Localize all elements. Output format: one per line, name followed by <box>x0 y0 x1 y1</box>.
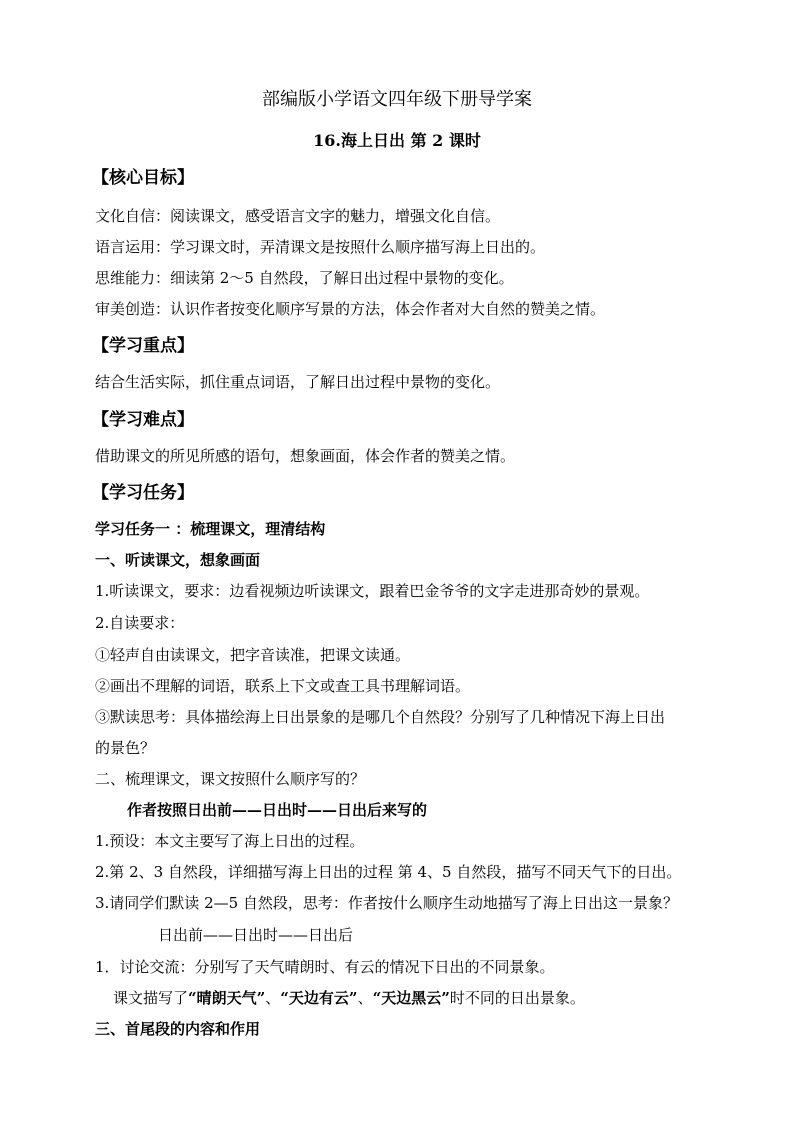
difficulties-heading: 【学习难点】 <box>92 410 194 430</box>
discussion-item: 1．讨论交流：分别写了天气晴朗时、有云的情况下日出的不同景象。 <box>95 958 555 976</box>
scenery-separator-2: 、 <box>357 989 373 1007</box>
preset-1: 1.预设：本文主要写了海上日出的过程。 <box>95 832 365 850</box>
listen-read-item: 1.听读课文，要求：边看视频边听读课文，跟着巴金爷爷的文字走进那奇妙的景观。 <box>95 582 650 600</box>
preset-3: 3.请同学们默读 2—5 自然段，思考：作者按什么顺序生动地描写了海上日出这一景象？ <box>95 894 678 912</box>
lesson-subtitle: 16.海上日出 第 2 课时 <box>313 131 481 150</box>
scenery-suffix: 时不同的日出景象。 <box>449 989 585 1007</box>
cloudy-sky-quote: “天边有云” <box>280 989 358 1007</box>
part3-title: 三、首尾段的内容和作用 <box>95 1020 261 1038</box>
preset-2: 2.第 2、3 自然段，详细描写海上日出的过程 第 4、5 自然段，描写不同天气下的日出。 <box>95 863 682 881</box>
scenery-separator-1: 、 <box>265 989 281 1007</box>
part1-title: 一、听读课文，想象画面 <box>95 551 261 569</box>
self-read-step-3: ③默读思考：具体描绘海上日出景象的是哪几个自然段？分别写了几种情况下海上日出 <box>95 708 666 726</box>
scenery-prefix: 课文描写了 <box>113 989 189 1007</box>
difficulty-text: 借助课文的所见所感的语句，想象画面，体会作者的赞美之情。 <box>95 447 516 465</box>
key-points-heading: 【学习重点】 <box>92 336 194 356</box>
sunny-weather-quote: “晴朗天气” <box>188 989 266 1007</box>
task1-title: 学习任务一 ：梳理课文，理清结构 <box>95 520 326 538</box>
self-read-step-2: ②画出不理解的词语，联系上下文或查工具书理解词语。 <box>95 677 471 695</box>
tasks-heading: 【学习任务】 <box>92 483 194 503</box>
core-goal-language: 语言运用：学习课文时，弄清课文是按照什么顺序描写海上日出的。 <box>95 238 546 256</box>
self-read-step-3-cont: 的景色？ <box>95 739 156 757</box>
dark-cloud-quote: “天边黑云” <box>372 989 450 1007</box>
part2-title: 二、梳理课文，课文按照什么顺序写的？ <box>95 770 366 788</box>
self-read-step-1: ①轻声自由读课文，把字音读准，把课文读通。 <box>95 646 411 664</box>
core-goals-heading: 【核心目标】 <box>92 168 194 188</box>
core-goal-culture: 文化自信：阅读课文，感受语言文字的魅力，增强文化自信。 <box>95 207 501 225</box>
core-goal-thinking: 思维能力：细读第 2～5 自然段，了解日出过程中景物的变化。 <box>95 269 514 287</box>
document-title: 部编版小学语文四年级下册导学案 <box>262 89 532 110</box>
self-read-item: 2.自读要求： <box>95 614 185 632</box>
scenery-description <box>113 988 585 1008</box>
order-statement: 作者按照日出前——日出时——日出后来写的 <box>127 801 428 819</box>
core-goal-aesthetic: 审美创造：认识作者按变化顺序写景的方法，体会作者对大自然的赞美之情。 <box>95 300 606 318</box>
key-point-text: 结合生活实际，抓住重点词语，了解日出过程中景物的变化。 <box>95 373 501 391</box>
order-sequence: 日出前——日出时——日出后 <box>158 926 354 944</box>
